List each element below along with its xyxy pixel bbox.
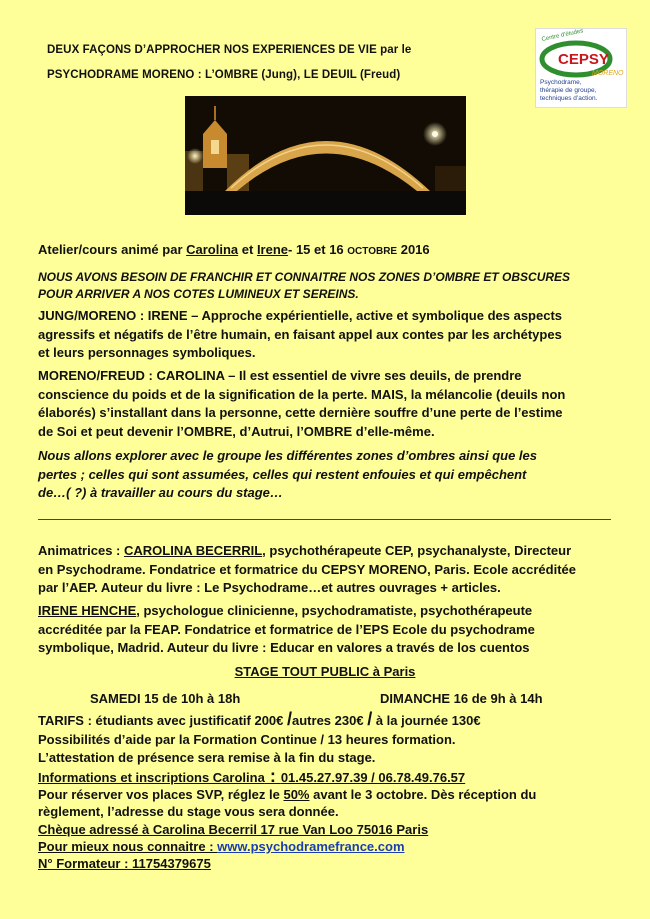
explore-line-3: de…( ?) à travailler au cours du stage… [38, 485, 283, 500]
atelier-month: OCTOBRE [347, 246, 398, 257]
cepsy-logo-graphic [536, 29, 626, 107]
atelier-prefix: Atelier/cours animé par [38, 242, 187, 257]
title-line-2: PSYCHODRAME MORENO : L’OMBRE (Jung), LE DEUIL (Freud) [47, 69, 401, 81]
atelier-year: 2016 [397, 242, 430, 257]
atelier-sep: et [238, 242, 254, 257]
formateur-line: N° Formateur : 11754379675 [38, 856, 211, 872]
irene-paragraph [38, 602, 628, 658]
intro-italic [38, 269, 628, 303]
info-line-1 [38, 766, 638, 786]
website-link[interactable]: www.psychodramefrance.com [217, 838, 405, 854]
jung-line-2: agressifs et négatifs de l’être humain, en faisant appel aux contes par les archétypes [38, 326, 562, 342]
reserve-percent: 50% [283, 787, 310, 803]
atelier-name-carolina: Carolina [186, 242, 239, 257]
atelier-dates: - 15 et 16 [288, 242, 348, 257]
info-colon: : [264, 766, 281, 786]
animatrices-line-2: en Psychodrame. Fondatrice et formatrice du CEPSY MORENO, Paris. Ecole accréditée [38, 561, 577, 577]
info-line-2 [38, 786, 638, 803]
reserve-c: avant le 3 octobre. Dès réception du [309, 787, 537, 803]
logo-tag-2: thérapie de groupe, [540, 87, 597, 94]
animatrices-paragraph [38, 542, 628, 598]
tarifs-line-1 [38, 709, 638, 731]
section-divider [38, 519, 611, 520]
jung-paragraph [38, 307, 628, 363]
irene-line-2: accréditée par la FEAP. Fondatrice et formatrice de l’EPS Ecole du psychodrame [38, 621, 535, 637]
freud-line-1: MORENO/FREUD : CAROLINA – Il est essentiel de vivre ses deuils, de prendre [38, 368, 522, 383]
reserve-a: Pour réserver vos places SVP, réglez le [38, 787, 284, 803]
stage-saturday: SAMEDI 15 de 10h à 18h [90, 691, 241, 706]
tarifs-slash-1: / [287, 709, 293, 729]
know-label: Pour mieux nous connaitre : [38, 838, 218, 854]
info-paragraph [38, 766, 638, 872]
animatrices-line-3: par l’AEP. Auteur du livre : Le Psychodrame…et autres ouvrages + articles. [38, 580, 501, 595]
animatrices-label: Animatrices : [38, 543, 124, 558]
explore-line-2: pertes ; celles qui sont assumées, celles qui restent enfouies et qui empêchent [38, 466, 527, 482]
logo-centre-text: Centre d’études [541, 29, 584, 43]
title-line-1: DEUX FAÇONS D’APPROCHER NOS EXPERIENCES DE VIE par le [47, 44, 412, 56]
tarifs-slash-2: / [367, 709, 373, 729]
tarifs-paragraph [38, 709, 638, 768]
animatrices-line-1-rest: , psychothérapeute CEP, psychanalyste, Directeur [262, 543, 572, 558]
atelier-line [38, 241, 618, 262]
animatrices-line-1 [38, 542, 628, 561]
document-title [47, 38, 487, 88]
irene-line-1 [38, 602, 628, 621]
irene-line-3: symbolique, Madrid. Auteur du livre : Educar en valores a través de los cuentos [38, 640, 530, 655]
tarifs-line-2: Possibilités d’aide par la Formation Continue / 13 heures formation. [38, 731, 456, 747]
bridge-night-photo [185, 96, 466, 215]
info-phones: 01.45.27.97.39 / 06.78.49.76.57 [280, 770, 466, 785]
jung-line-1: JUNG/MORENO : IRENE – Approche expérientielle, active et symbolique des aspects [38, 308, 563, 323]
animatrice-irene: IRENE HENCHE [38, 603, 137, 618]
freud-line-3: élaborés) s’installant dans la personne, cette dernière souffre d’une perte de l’estime [38, 405, 563, 420]
jung-line-3: et leurs personnages symboliques. [38, 345, 256, 360]
freud-line-4: de Soi et peut devenir l’OMBRE, d’Autrui, l’OMBRE d’elle-même. [38, 423, 435, 439]
logo-name-text: CEPSY [558, 51, 609, 68]
freud-line-2: conscience du poids et de la signification de la perte. MAIS, la mélancolie (deuils non [38, 386, 566, 402]
know-line [38, 838, 638, 855]
info-label: Informations et inscriptions Carolina [38, 770, 265, 785]
logo-tag-3: techniques d’action. [540, 95, 598, 102]
animatrice-carolina: CAROLINA BECERRIL [123, 543, 263, 558]
tarifs-line-3: L’attestation de présence sera remise à la fin du stage. [38, 750, 376, 765]
tarifs-c: à la journée 130€ [372, 713, 481, 728]
tarifs-a: TARIFS : étudiants avec justificatif 200€ [38, 713, 287, 728]
logo-sub-text: MORENO [592, 70, 624, 77]
tarifs-b: autres 230€ [292, 713, 368, 728]
explore-line-1: Nous allons explorer avec le groupe les différentes zones d’ombres ainsi que les [38, 448, 537, 463]
cepsy-logo [535, 28, 627, 108]
stage-title: STAGE TOUT PUBLIC à Paris [234, 664, 416, 679]
freud-paragraph [38, 367, 628, 441]
logo-tag-1: Psychodrame, [540, 79, 582, 86]
intro-line-1: NOUS AVONS BESOIN DE FRANCHIR ET CONNAITRE NOS ZONES D’OMBRE ET OBSCURES [38, 270, 571, 284]
irene-line-1-rest: , psychologue clinicienne, psychodramatiste, psychothérapeute [136, 603, 533, 618]
intro-line-2: POUR ARRIVER A NOS COTES LUMINEUX ET SEREINS. [38, 287, 359, 301]
stage-sunday: DIMANCHE 16 de 9h à 14h [380, 691, 543, 706]
info-line-3: règlement, l’adresse du stage vous sera donnée. [38, 804, 339, 820]
atelier-name-irene: Irene [256, 242, 289, 257]
explore-paragraph [38, 447, 628, 503]
cheque-line: Chèque adressé à Carolina Becerril 17 rue Van Loo 75016 Paris [38, 821, 429, 837]
